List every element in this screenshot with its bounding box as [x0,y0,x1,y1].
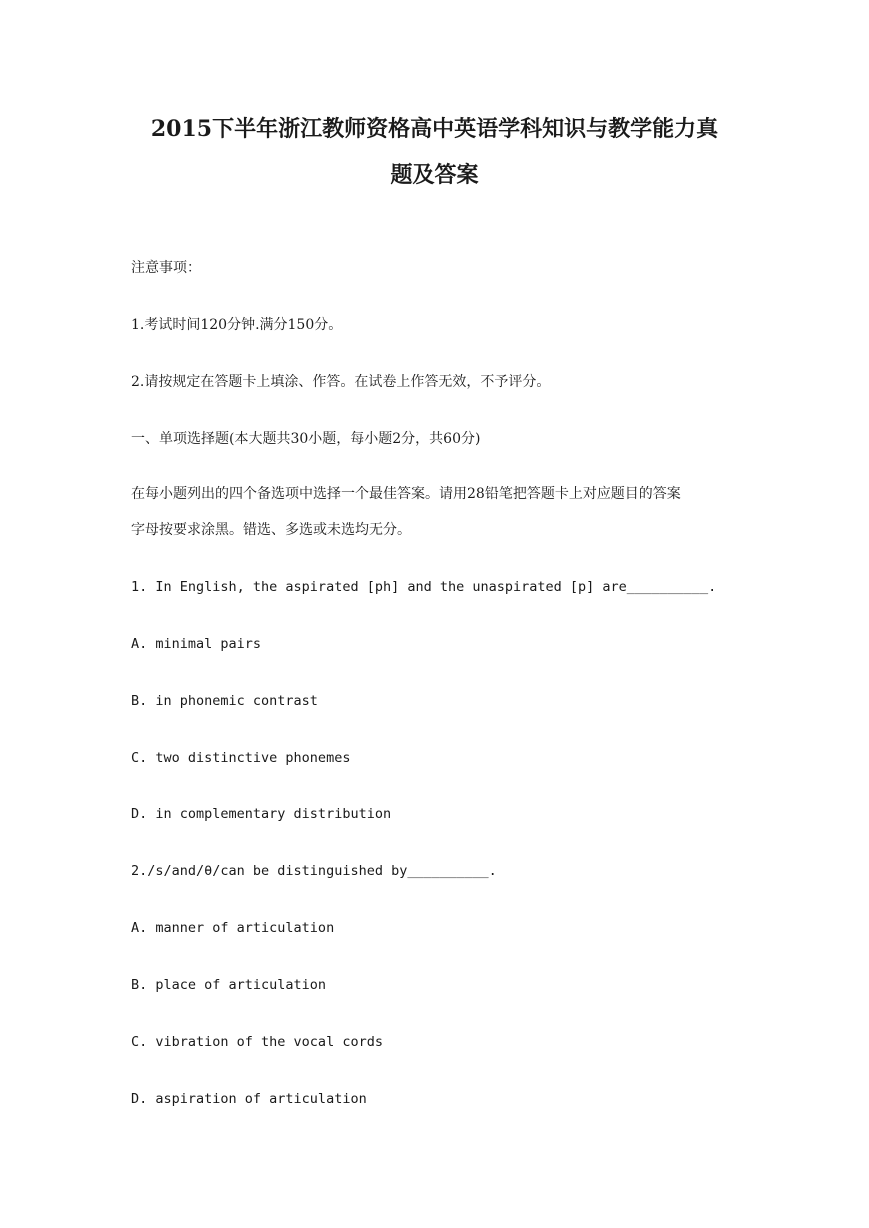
question-2-option-d: D. aspiration of articulation [131,1091,367,1107]
question-2-option-a: A. manner of articulation [131,920,335,936]
title-line-1: 2015下半年浙江教师资格高中英语学科知识与教学能力真 [150,116,719,142]
question-1-stem: 1. In English, the aspirated [ph] and the unaspirated [p] are__________. [131,579,717,595]
instruction-line-1: 在每小题列出的四个备选项中选择一个最佳答案。请用28铅笔把答题卡上对应题目的答案 [131,486,681,502]
section-heading: 一、单项选择题(本大题共30小题，每小题2分，共60分) [131,431,481,447]
notice-heading: 注意事项： [131,260,201,276]
notice-item-1: 1.考试时间120分钟.满分150分。 [131,317,343,333]
title-line-2: 题及答案 [390,162,479,188]
question-2-option-b: B. place of articulation [131,977,327,993]
question-2-stem: 2./s/and/θ/can be distinguished by__________. [131,863,497,879]
question-1-option-b: B. in phonemic contrast [131,693,318,709]
notice-item-2: 2.请按规定在答题卡上填涂、作答。在试卷上作答无效，不予评分。 [131,374,551,390]
instruction-line-2: 字母按要求涂黑。错选、多选或未选均无分。 [131,522,411,538]
section-instruction [131,476,746,548]
question-1-option-c: C. two distinctive phonemes [131,750,351,766]
document-title [120,106,749,198]
question-1-option-d: D. in complementary distribution [131,806,392,822]
question-2-option-c: C. vibration of the vocal cords [131,1034,383,1050]
question-1-option-a: A. minimal pairs [131,636,262,652]
